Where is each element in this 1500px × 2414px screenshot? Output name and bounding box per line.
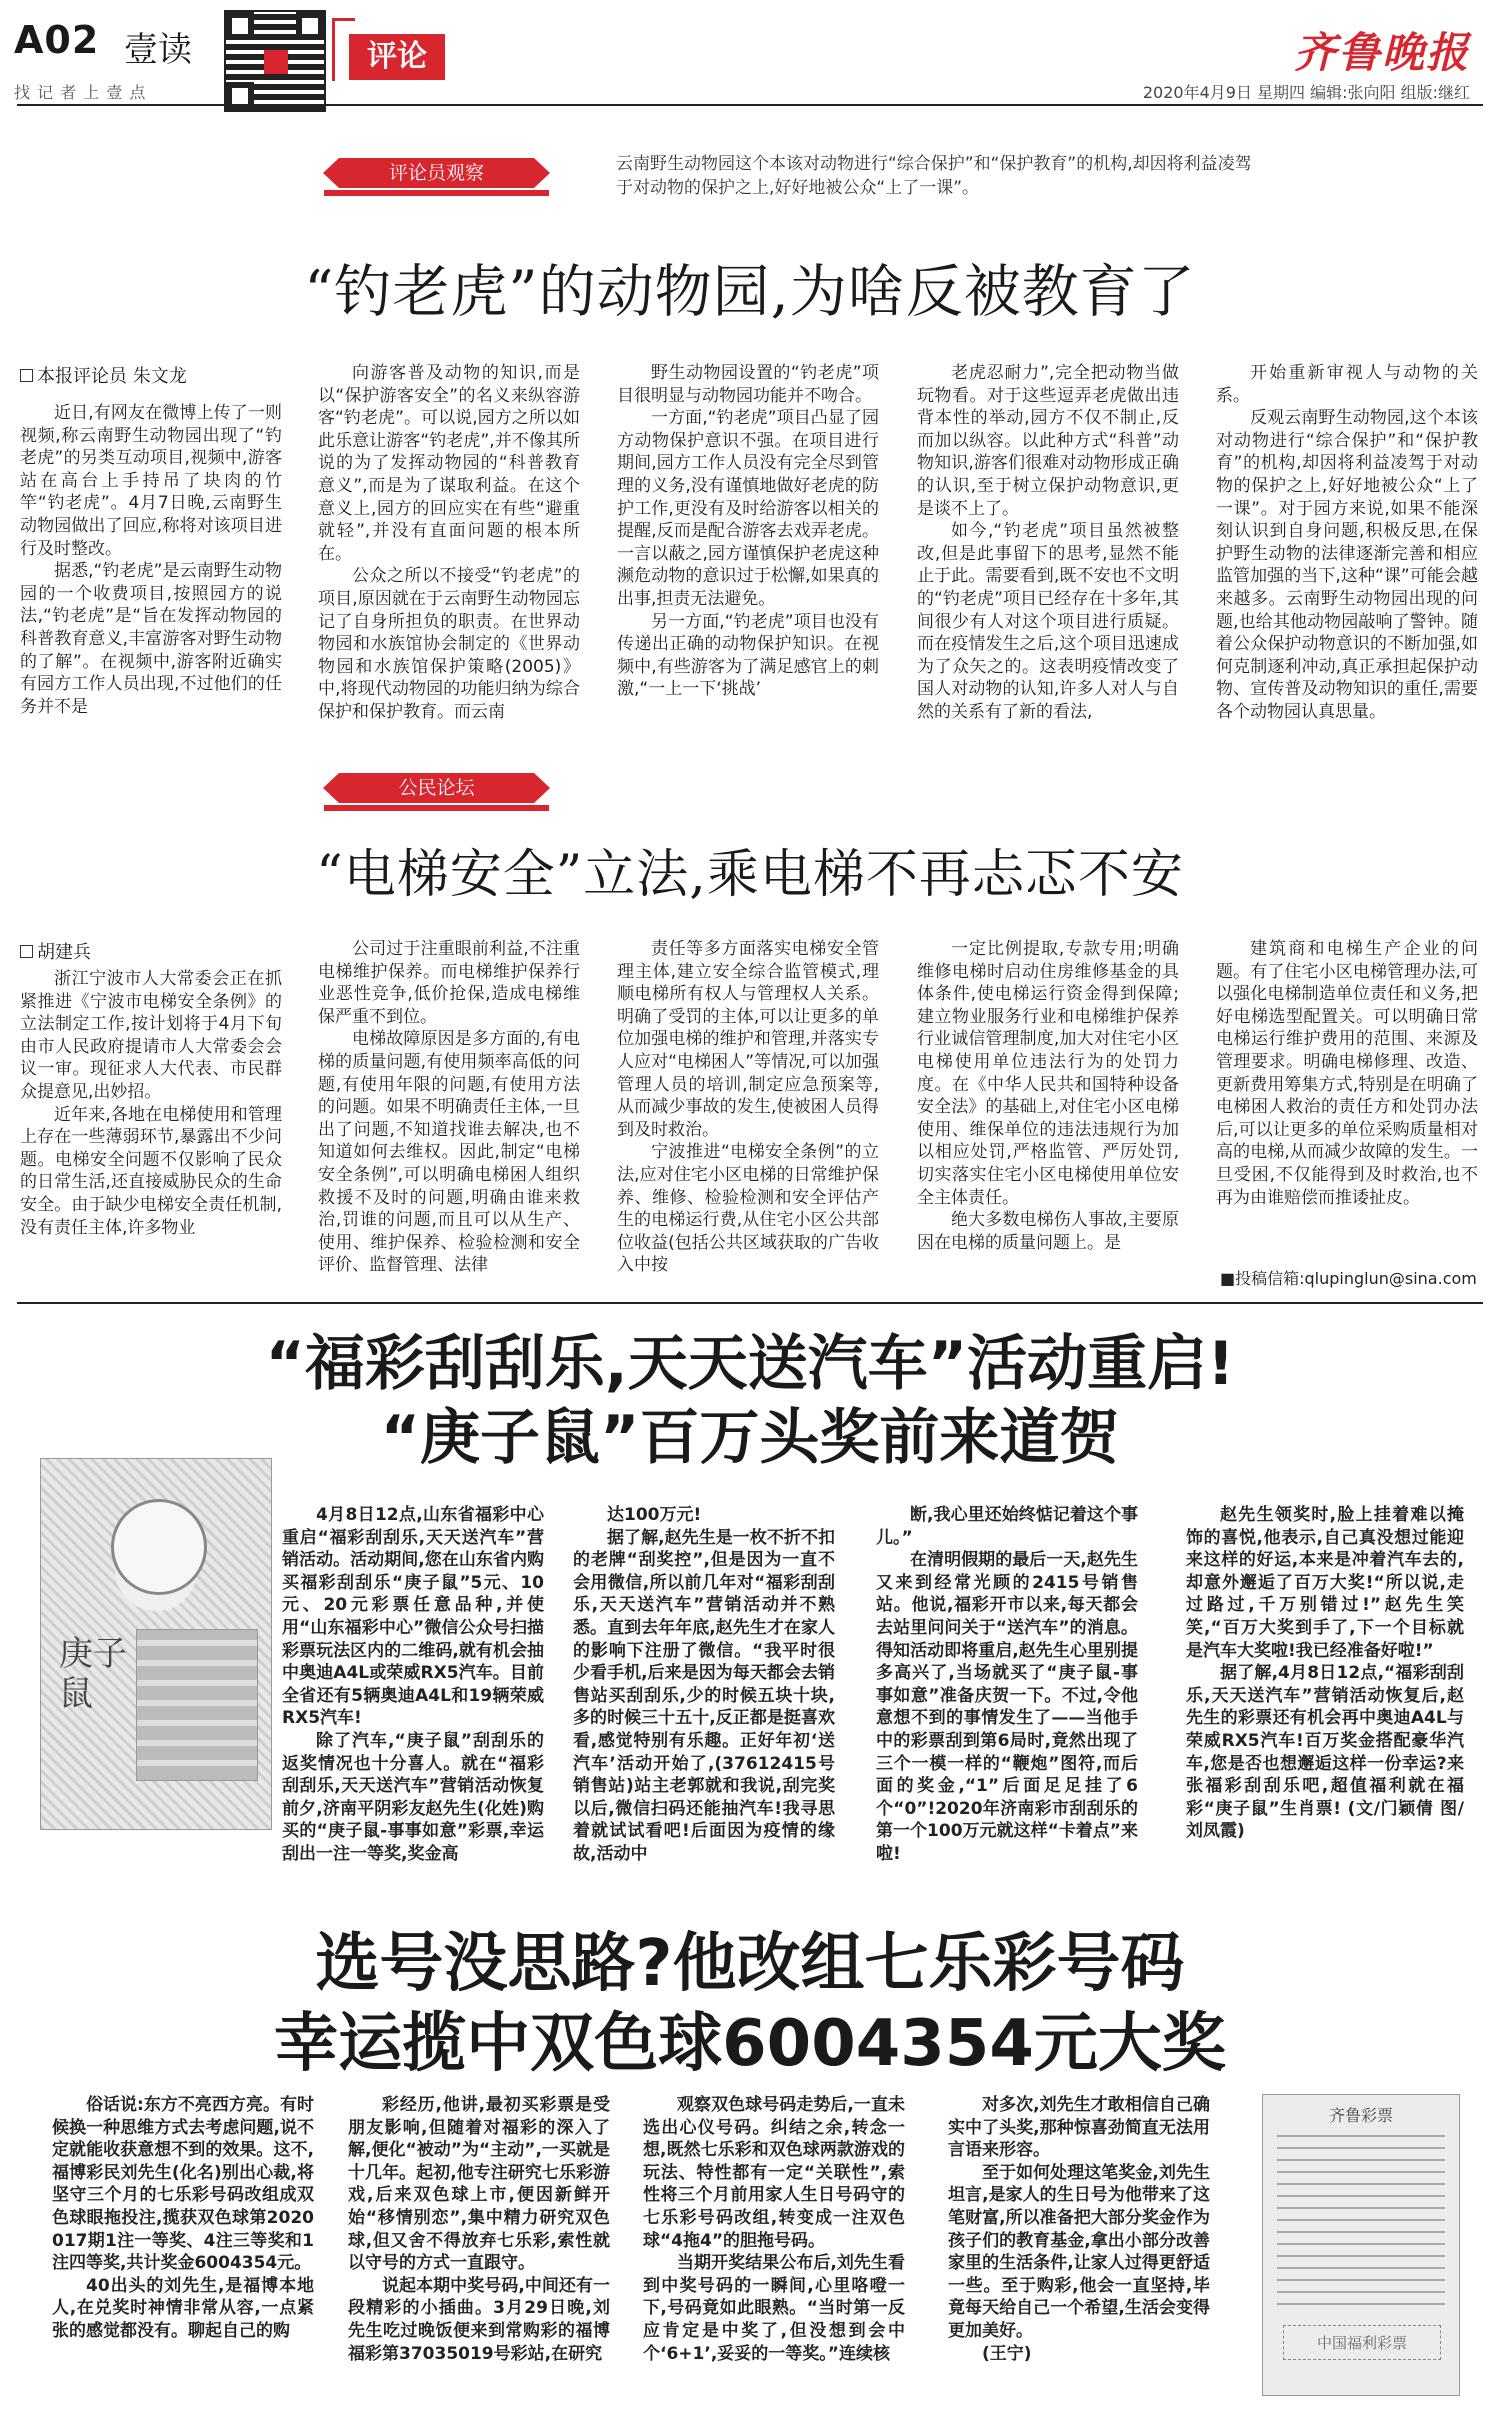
paragraph: (王宁) [982, 2343, 1032, 2364]
paragraph: 据了解,4月8日12点,“福彩刮刮乐,天天送汽车”营销活动恢复后,赵先生的彩票还有机会再中奥迪A4L与荣威RX5汽车!百万奖金搭配豪华汽车,您是否也想邂逅这样一份幸运?来张福彩刮刮乐吧,超值福利就在福彩“庚子鼠”生肖票! (文/门颖倩 图/刘凤霞) [1186, 1663, 1464, 1842]
kicker-label: 评论员观察 [339, 158, 534, 188]
article-column [318, 938, 580, 1290]
date-line: 2020年4月9日 星期四 编辑:张向阳 组版:继红 [1142, 83, 1470, 102]
byline-text: 本报评论员 朱文龙 [37, 366, 187, 387]
paragraph: 观察双色球号码走势后,一直未选出心仪号码。纠结之余,转念一想,既然七乐彩和双色球两款游戏的玩法、特性都有一定“关联性”,索性将三个月前用家人生日号码守的七乐彩号码改组,转变成一注双色球“4拖4”的胆拖号码。 [643, 2095, 905, 2251]
paragraph: 俗话说:东方不亮西方亮。有时候换一种思维方式去考虑问题,说不定就能收获意想不到的效果。这不,福博彩民刘先生(化名)别出心裁,将坚守三个月的七乐彩号码改组成双色球眼拖投注,揽获双色球第2020017期1注一等奖、4注三等奖和1注四等奖,共计奖金6004354元。 [52, 2095, 314, 2274]
article-column [20, 402, 282, 738]
article-column [917, 938, 1179, 1290]
byline [20, 362, 187, 388]
paragraph: 一方面,“钓老虎”项目凸显了园方动物保护意识不强。在项目进行期间,园方工作人员没有完全尽到管理的义务,没有谨慎地做好老虎的防护工作,更没有及时给游客以相关的提醒,反而是配合游客去戏弄老虎。一言以蔽之,园方谨慎保护老虎这种濒危动物的意识过于松懈,如果真的出事,担责无法避免。 [617, 408, 879, 609]
article-column [617, 362, 879, 738]
masthead-rule [17, 104, 1483, 106]
paragraph: 如今,“钓老虎”项目虽然被整改,但是此事留下的思考,显然不能止于此。需要看到,既不安也不文明的“钓老虎”项目已经存在十多年,其间很少有人对这个项目进行质疑。而在疫情发生之后,这个项目迅速成为了众矢之的。这表明疫情改变了国人对动物的认知,许多人对人与自然的关系有了新的看法, [917, 521, 1179, 722]
paragraph: 浙江宁波市人大常委会正在抓紧推进《宁波市电梯安全条例》的立法制定工作,按计划将于4月下旬由市人民政府提请市人大常委会会议一审。现征求人大代表、市民群众提意见,出妙招。 [20, 969, 282, 1102]
article-column [1216, 362, 1478, 738]
article-column [948, 2094, 1210, 2400]
paragraph: 宁波推进“电梯安全条例”的立法,应对住宅小区电梯的日常维护保养、维修、检验检测和安全评估产生的电梯运行费,从住宅小区公共部位收益(包括公共区域获取的广告收入中按 [617, 1142, 879, 1276]
kicker-bar [324, 190, 549, 196]
article-column [1216, 938, 1478, 1254]
paragraph: 公司过于注重眼前利益,不注重电梯维护保养。而电梯维护保养行业恶性竞争,低价抢保,造成电梯维保严重不到位。 [318, 939, 580, 1027]
headline: “钓老虎”的动物园,为啥反被教育了 [304, 259, 1196, 325]
paragraph: 公众之所以不接受“钓老虎”的项目,原因就在于云南野生动物园忘记了自身所担负的职责。在世界动物园和水族馆协会制定的《世界动物园和水族馆保护策略(2005)》中,将现代动物园的功能归纳为综合保护和保护教育。而云南 [318, 566, 580, 722]
article-column [348, 2094, 610, 2400]
byline [20, 938, 91, 964]
paragraph: 一定比例提取,专款专用;明确维修电梯时启动住房维修基金的具体条件,使电梯运行资金得到保障;建立物业服务行业和电梯维护保养行业诚信管理制度,加大对住宅小区电梯使用单位违法行为的处罚力度。在《中华人民共和国特种设备安全法》的基础上,对住宅小区电梯使用、维保单位的违法违规行为加以相应处罚,严格监管、严厉处罚,切实落实住宅小区电梯使用单位安全主体责任。 [917, 939, 1179, 1208]
section-tag: 壹读 [124, 30, 192, 70]
paragraph: 4月8日12点,山东省福彩中心重启“福彩刮刮乐,天天送汽车”营销活动。活动期间,您在山东省内购买福彩刮刮乐“庚子鼠”5元、10元、20元彩票任意品种,并使用“山东福彩中心”微信公众号扫描彩票玩法区内的二维码,就有机会抽中奥迪A4L或荣威RX5汽车。目前全省还有5辆奥迪A4L和19辆荣威RX5汽车! [282, 1505, 544, 1729]
ticket-title: 齐鲁彩票 [1328, 2106, 1393, 2125]
headline-line-2: “庚子鼠”百万头奖前来道贺 [380, 1403, 1120, 1473]
paragraph: 据了解,赵先生是一枚不折不扣的老牌“刮奖控”,但是因为一直不会用微信,所以前几年对“福彩刮刮乐,天天送汽车”营销活动并不熟悉。直到去年年底,赵先生才在家人的影响下注册了微信。“我平时很少看手机,后来是因为每天都会去销售站买刮刮乐,少的时候五块十块,多的时候三十五十,反正都是挺喜欢看,感觉特别有乐趣。正好年初‘送汽车’活动开始了,(37612415号销售站)站主老郭就和我说,刮完奖以后,微信扫码还能抽汽车!我寻思着就试试看吧!后面因为疫情的缘故,活动中 [573, 1527, 835, 1864]
tagline: 找 记 者 上 壹 点 [14, 83, 147, 102]
kicker-bar [324, 805, 549, 811]
article-column [643, 2094, 905, 2400]
paragraph: 达100万元! [607, 1505, 702, 1525]
article-column [1186, 1504, 1464, 1924]
article-column [282, 1504, 544, 1924]
paragraph: 电梯故障原因是多方面的,有电梯的质量问题,有使用频率高低的问题,有使用年限的问题,有使用方法的问题。如果不明确责任主体,一旦出了问题,不知道找谁去解决,也不知道如何去维权。因此,制定“电梯安全条例”,可以明确电梯困人组织救援不及时的问题,明确由谁来救治,罚谁的问题,而且可以从生产、使用、维护保养、检验检测和安全评价、监督管理、法律 [318, 1029, 580, 1276]
ticket-lines [1277, 2135, 1445, 2305]
paragraph: 彩经历,他讲,最初买彩票是受朋友影响,但随着对福彩的深入了解,便化“被动”为“主动”,一买就是十几年。起初,他专注研究七乐彩游戏,后来双色球上市,便因新鲜开始“移情别恋”,集中精力研究双色球,但又舍不得放弃七乐彩,索性就以守号的方式一直跟守。 [348, 2095, 610, 2274]
paragraph: 野生动物园设置的“钓老虎”项目很明显与动物园功能并不吻合。 [617, 363, 879, 406]
paragraph: 在清明假期的最后一天,赵先生又来到经常光顾的2415号销售站。他说,福彩开市以来,每天都会去站里问问关于“送汽车”的消息。得知活动即将重启,赵先生心里别提多高兴了,当场就买了“庚子鼠-事事如意”准备庆贺一下。不过,令他意想不到的事情发生了——当他手中的彩票刮到第6局时,竟然出现了三个一模一样的“鞭炮”图符,而后面的奖金,“1”后面足足挂了6个“0”!2020年济南彩市刮刮乐的第一个100万元就这样“卡着点”来啦! [876, 1550, 1138, 1864]
paragraph: 说起本期中奖号码,中间还有一段精彩的小插曲。3月29日晚,刘先生吃过晚饭便来到常购彩的福博福彩第37035019号彩站,在研究 [348, 2275, 610, 2364]
article-column [573, 1504, 835, 1924]
byline-text: 胡建兵 [37, 942, 91, 963]
paragraph: 对多次,刘先生才敢相信自己确实中了头奖,那种惊喜劲简直无法用言语来形容。 [948, 2095, 1210, 2161]
qr-code[interactable] [224, 10, 326, 112]
contact-email[interactable]: ■投稿信箱:qlupinglun@sina.com [1220, 1269, 1477, 1288]
paragraph: 责任等多方面落实电梯安全管理主体,建立安全综合监管模式,理顺电梯所有权人与管理权人关系。明确了受罚的主体,可以让更多的单位加强电梯的维护和管理,并落实专人应对“电梯困人”等情况,可以加强管理人员的培训,制定应急预案等,从而减少事故的发生,使被困人员得到及时救治。 [617, 939, 879, 1140]
article-column [917, 362, 1179, 738]
paragraph: 赵先生领奖时,脸上挂着难以掩饰的喜悦,他表示,自己真没想过能迎来这样的好运,本来是冲着汽车去的,却意外邂逅了百万大奖!“所以说,走过路过,千万别错过!”赵先生笑笑,“百万大奖到手了,下一个目标就是汽车大奖啦!我已经准备好啦!” [1186, 1505, 1464, 1661]
lottery-ticket-photo [40, 1458, 272, 1830]
ticket-emblem [111, 1499, 207, 1595]
kicker-label: 公民论坛 [339, 773, 534, 803]
paragraph: 除了汽车,“庚子鼠”刮刮乐的返奖情况也十分喜人。就在“福彩刮刮乐,天天送汽车”营销活动恢复前夕,济南平阴彩友赵先生(化姓)购买的“庚子鼠-事事如意”彩票,幸运刮出一注一等奖,奖金高 [282, 1730, 544, 1864]
article-column [876, 1504, 1138, 1924]
paragraph: 另一方面,“钓老虎”项目也没有传递出正确的动物保护知识。在视频中,有些游客为了满足感官上的刺激,“一上一下‘挑战’ [617, 611, 879, 700]
section-divider [17, 1302, 1483, 1304]
ticket-stamp: 中国福利彩票 [1283, 2325, 1441, 2360]
ticket-scratch-area [136, 1629, 258, 1781]
channel-label: 评论 [349, 34, 445, 80]
paragraph: 近年来,各地在电梯使用和管理上存在一些薄弱环节,暴露出不少问题。电梯安全问题不仅影响了民众的日常生活,还直接威胁民众的生命安全。由于缺少电梯安全责任机制,没有责任主体,许多物业 [20, 1104, 282, 1238]
paragraph: 老虎忍耐力”,完全把动物当做玩物看。对于这些逗弄老虎做出违背本性的举动,园方不仅不制止,反而加以纵容。以此种方式“科普”动物知识,游客们很难对动物形成正确的认识,至于树立保护动物意识,更是谈不上了。 [917, 363, 1179, 519]
paragraph: 近日,有网友在微博上传了一则视频,称云南野生动物园出现了“钓老虎”的另类互动项目,视频中,游客站在高台上手持吊了块肉的竹竿“钓老虎”。4月7日晚,云南野生动物园做出了回应,称将对该项目进行及时整改。 [20, 403, 282, 559]
headline-line-1: 选号没思路?他改组七乐彩号码 [315, 1927, 1185, 2001]
headline-line-2: 幸运揽中双色球6004354元大奖 [274, 2007, 1226, 2081]
paragraph: 建筑商和电梯生产企业的问题。有了住宅小区电梯管理办法,可以强化电梯制造单位责任和义务,把好电梯选型配置关。可以明确日常电梯运行维护费用的范围、来源及管理要求。明确电梯修理、改造、更新费用筹集方式,特别是在明确了电梯困人救治的责任方和处罚办法后,可以让更多的单位采购质量相对高的电梯,从而减少故障的发生。一旦受困,不仅能得到及时救治,也不再为由谁赔偿而推诿扯皮。 [1216, 939, 1478, 1208]
article-column [318, 362, 580, 738]
headline: “电梯安全”立法,乘电梯不再忐忑不安 [316, 845, 1184, 905]
ticket-caption: 庚子鼠 [59, 1634, 127, 1714]
paragraph: 当期开奖结果公布后,刘先生看到中奖号码的一瞬间,心里咯噔一下,号码竟如此眼熟。“当时第一反应肯定是中奖了,但没想到会中个‘6+1’,妥妥的一等奖。”连续核 [643, 2253, 905, 2364]
article-column [20, 968, 282, 1290]
article-deck: 云南野生动物园这个本该对动物进行“综合保护”和“保护教育”的机构,却因将利益凌驾于对动物的保护之上,好好地被公众“上了一课”。 [616, 154, 1252, 198]
article-column [52, 2094, 314, 2400]
paragraph: 至于如何处理这笔奖金,刘先生坦言,是家人的生日号为他带来了这笔财富,所以准备把大部分奖金作为孩子们的教育基金,拿出小部分改善家里的生活条件,让家人过得更舒适一些。至于购彩,他会一直坚持,毕竟每天给自己一个希望,生活会变得更加美好。 [948, 2162, 1210, 2341]
article-column [617, 938, 879, 1290]
page-number: A02 [14, 18, 100, 62]
paragraph: 开始重新审视人与动物的关系。 [1216, 363, 1478, 406]
winning-ticket-photo [1262, 2094, 1460, 2396]
paragraph: 40出头的刘先生,是福博本地人,在兑奖时神情非常从容,一点紧张的感觉都没有。聊起自己的购 [52, 2275, 314, 2341]
paper-logo: 齐鲁晚报 [1293, 28, 1470, 77]
headline-line-1: “福彩刮刮乐,天天送汽车”活动重启! [265, 1329, 1235, 1399]
paragraph: 断,我心里还始终惦记着这个事儿。” [876, 1505, 1138, 1548]
paragraph: 反观云南野生动物园,这个本该对动物进行“综合保护”和“保护教育”的机构,却因将利益凌驾于对动物的保护之上,好好地被公众“上了一课”。对于园方来说,如果不能深刻认识到自身问题,积极反思,在保护野生动物的法律逐渐完善和相应监管加强的当下,这种“课”可能会越来越多。云南野生动物园出现的问题,也给其他动物园敲响了警钟。随着公众保护动物意识的不断加强,如何克制逐利冲动,真正承担起保护动物、宣传普及动物知识的重任,需要各个动物园认真思量。 [1216, 408, 1478, 722]
paragraph: 向游客普及动物的知识,而是以“保护游客安全”的名义来纵容游客“钓老虎”。可以说,园方之所以如此乐意让游客“钓老虎”,并不像其所说的为了发挥动物园的“科普教育意义”,而是为了谋取利益。在这个意义上,园方的回应实在有些“避重就轻”,并没有直面问题的根本所在。 [318, 363, 580, 564]
paragraph: 据悉,“钓老虎”是云南野生动物园的一个收费项目,按照园方的说法,“钓老虎”是“旨在发挥动物园的科普教育意义,丰富游客对野生动物的了解”。在视频中,游客附近确实有园方工作人员出现,不过他们的任务并不是 [20, 561, 282, 717]
paragraph: 绝大多数电梯伤人事故,主要原因在电梯的质量问题上。是 [917, 1210, 1179, 1253]
